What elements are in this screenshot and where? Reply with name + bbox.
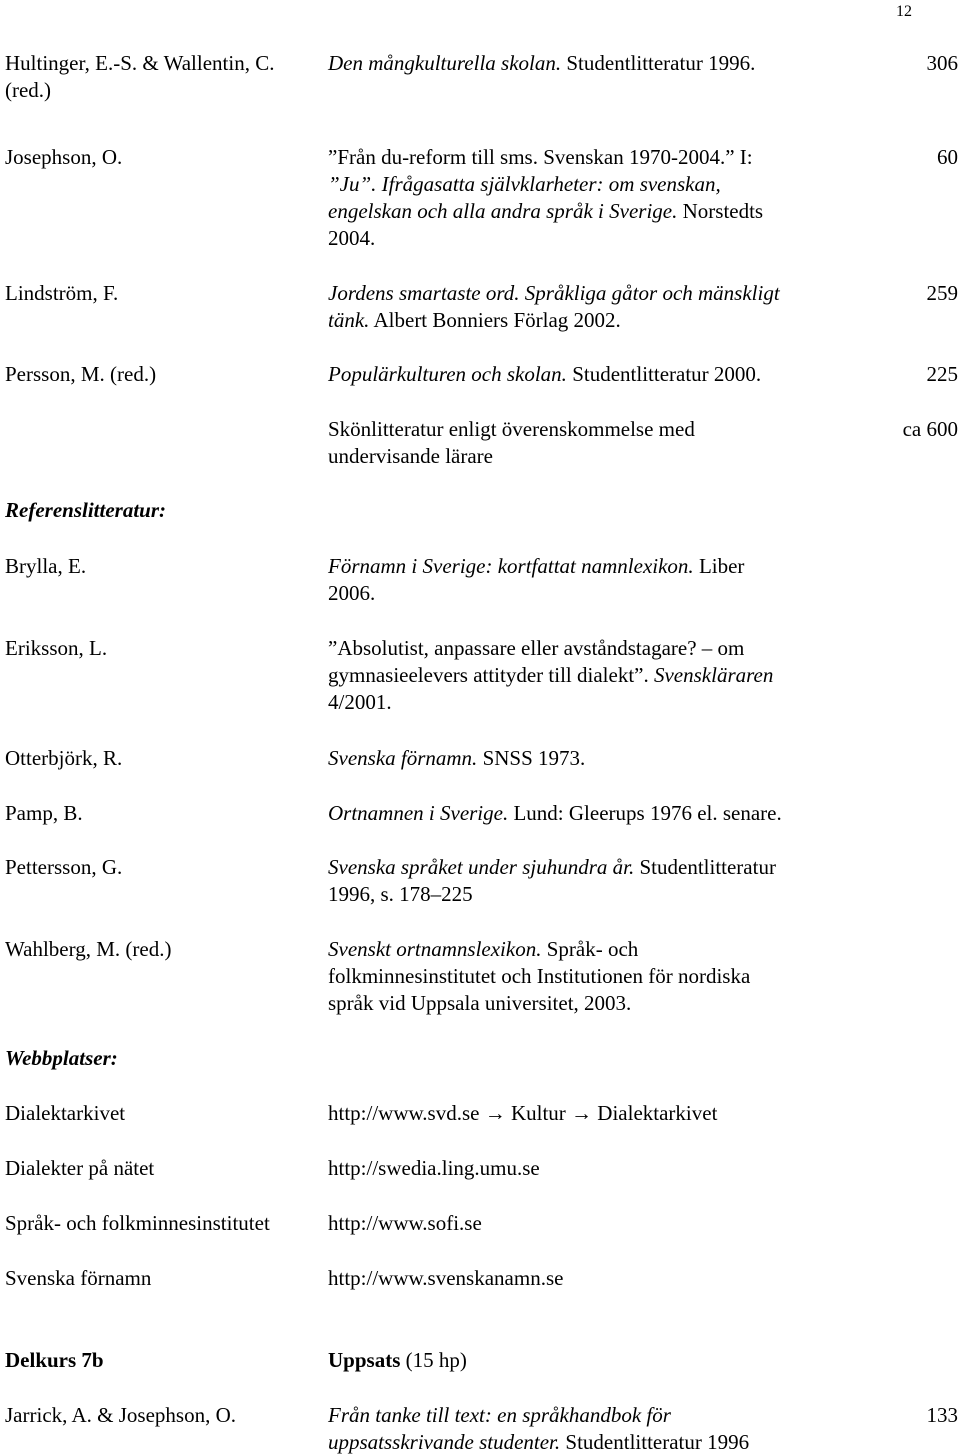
plain-text: folkminnesinstitutet och Institutionen för nordiska [328, 964, 751, 988]
ref-title [328, 936, 750, 1017]
plain-text: 4/2001. [328, 690, 392, 714]
italic-text: tänk. [328, 308, 370, 332]
text-line [328, 307, 780, 334]
text-line [328, 1429, 749, 1456]
section-heading-websites: Webbplatser: [5, 1046, 118, 1070]
plain-text: Albert Bonniers Förlag 2002. [369, 308, 621, 332]
text-line [328, 800, 782, 827]
website-url[interactable]: http://swedia.ling.umu.se [328, 1156, 540, 1180]
plain-text: Studentlitteratur [634, 855, 776, 879]
text-line [328, 854, 776, 881]
entry-pages: 133 [926, 1403, 958, 1427]
ref-title [328, 800, 782, 827]
course-part-title [328, 1347, 467, 1374]
entry-author: Jarrick, A. & Josephson, O. [5, 1403, 236, 1427]
text-line [328, 1402, 749, 1429]
website-name: Dialekter på nätet [5, 1156, 155, 1180]
plain-text: Skönlitteratur enligt överenskommelse med [328, 417, 695, 441]
text-line [328, 280, 780, 307]
website-url[interactable]: http://www.svenskanamn.se [328, 1266, 564, 1290]
italic-text: Svenskläraren [653, 663, 774, 687]
plain-text: undervisande lärare [328, 444, 493, 468]
italic-text: Ortnamnen i Sverige. [328, 801, 509, 825]
text-line [328, 745, 585, 772]
text-line [328, 963, 750, 990]
plain-text: Studentlitteratur 2000. [566, 362, 762, 386]
page-number: 12 [896, 3, 912, 20]
entry-pages: ca 600 [902, 417, 958, 441]
entry-title [328, 361, 761, 388]
text-line [328, 881, 776, 908]
italic-text: Svenska förnamn. [328, 746, 478, 770]
entry-author-cont: (red.) [5, 78, 52, 102]
text-line [328, 416, 695, 443]
ref-title [328, 635, 773, 716]
plain-text: språk vid Uppsala universitet, 2003. [328, 991, 632, 1015]
section-heading-references: Referenslitteratur: [5, 498, 166, 522]
website-name: Språk- och folkminnesinstitutet [5, 1211, 270, 1235]
italic-text: uppsatsskrivande studenter. [328, 1430, 561, 1454]
entry-pages: 306 [926, 51, 958, 75]
website-url[interactable]: http://www.sofi.se [328, 1211, 482, 1235]
italic-text: engelskan och alla andra språk i Sverige. [328, 199, 678, 223]
ref-title [328, 745, 585, 772]
italic-text: Populärkulturen och skolan. [328, 362, 567, 386]
italic-text: ”Ju”. Ifrågasatta självklarheter: om svenskan, [328, 172, 721, 196]
website-name: Dialektarkivet [5, 1101, 126, 1125]
italic-text: Den mångkulturella skolan. [328, 51, 562, 75]
website-name: Svenska förnamn [5, 1266, 152, 1290]
text-line [328, 689, 773, 716]
plain-text: 2004. [328, 226, 376, 250]
ref-author: Otterbjörk, R. [5, 746, 123, 770]
entry-author: Persson, M. (red.) [5, 362, 157, 386]
text-line [328, 662, 773, 689]
plain-text: ”Från du-reform till sms. Svenskan 1970-2004.” I: [328, 145, 753, 169]
plain-text: SNSS 1973. [477, 746, 586, 770]
italic-text: Svenska språket under sjuhundra år. [328, 855, 635, 879]
plain-text: Liber [693, 554, 745, 578]
entry-pages: 225 [926, 362, 958, 386]
text-line [328, 443, 695, 470]
text-line [328, 936, 750, 963]
plain-text: Norstedts [677, 199, 764, 223]
italic-text: Från tanke till text: en språkhandbok för [328, 1403, 671, 1427]
ref-author: Pamp, B. [5, 801, 83, 825]
entry-title [328, 416, 695, 470]
text-line [328, 144, 763, 171]
plain-text: gymnasieelevers attityder till dialekt”. [328, 663, 654, 687]
plain-text: Studentlitteratur 1996 [560, 1430, 750, 1454]
italic-text: Jordens smartaste ord. Språkliga gåtor och mänskligt [328, 281, 780, 305]
course-part-title-bold: Uppsats [328, 1348, 401, 1372]
text-line [328, 635, 773, 662]
entry-author: Josephson, O. [5, 145, 123, 169]
ref-author: Eriksson, L. [5, 636, 108, 660]
entry-author: Lindström, F. [5, 281, 119, 305]
text-line [328, 198, 763, 225]
ref-author: Wahlberg, M. (red.) [5, 937, 172, 961]
plain-text: Studentlitteratur 1996. [561, 51, 756, 75]
entry-author: Hultinger, E.-S. & Wallentin, C. [5, 51, 275, 75]
plain-text: 1996, s. 178–225 [328, 882, 473, 906]
text-line [328, 225, 763, 252]
entry-title [328, 1402, 749, 1456]
entry-pages: 60 [937, 145, 958, 169]
text-line [328, 553, 744, 580]
text-line [328, 50, 755, 77]
entry-pages: 259 [926, 281, 958, 305]
ref-author: Pettersson, G. [5, 855, 123, 879]
plain-text: Lund: Gleerups 1976 el. senare. [508, 801, 782, 825]
text-line [328, 580, 744, 607]
italic-text: Svenskt ortnamnslexikon. [328, 937, 542, 961]
website-url[interactable]: http://www.svd.se → Kultur → Dialektarkivet [328, 1101, 718, 1125]
text-line [328, 171, 763, 198]
entry-title [328, 144, 763, 252]
ref-author: Brylla, E. [5, 554, 87, 578]
course-part-credits: (15 hp) [400, 1348, 467, 1372]
italic-text: Förnamn i Sverige: kortfattat namnlexikon. [328, 554, 694, 578]
ref-title [328, 553, 744, 607]
plain-text: 2006. [328, 581, 376, 605]
text-line [328, 990, 750, 1017]
text-line [328, 361, 761, 388]
plain-text: ”Absolutist, anpassare eller avståndstagare? – om [328, 636, 745, 660]
plain-text: Språk- och [541, 937, 639, 961]
entry-title [328, 280, 780, 334]
course-part-label: Delkurs 7b [5, 1348, 104, 1372]
entry-title [328, 50, 755, 77]
ref-title [328, 854, 776, 908]
